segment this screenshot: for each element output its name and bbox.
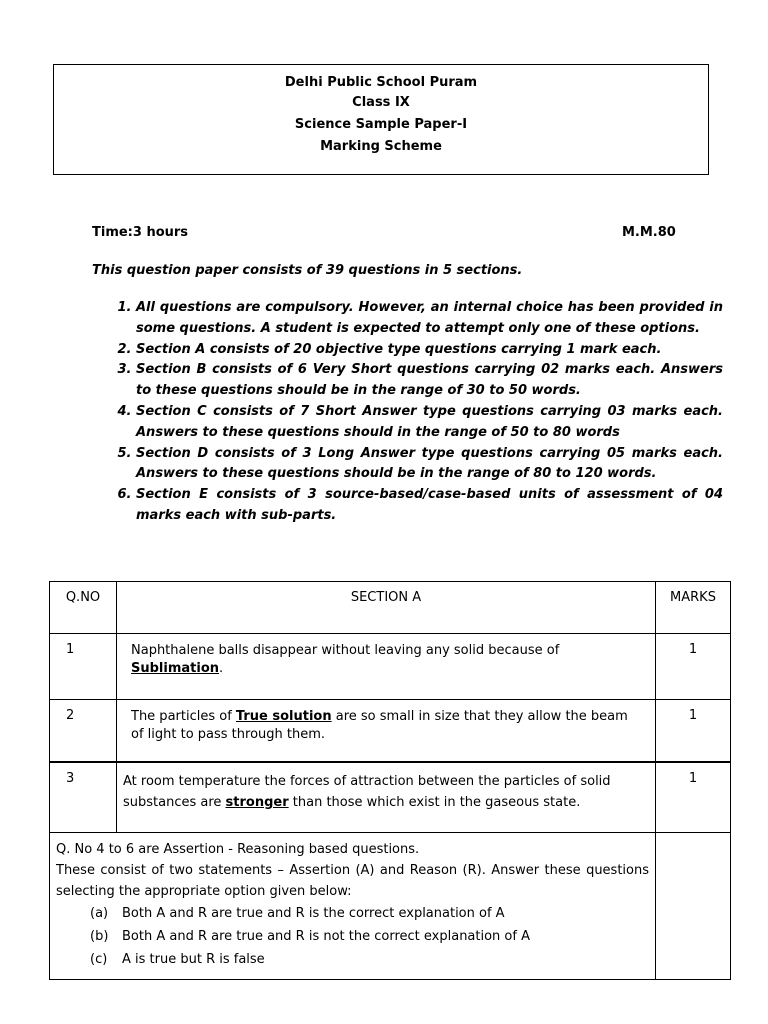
question-text-pre: At room temperature the forces of attraction between the particles of solid substances are: [123, 774, 611, 810]
option-label: (a): [90, 906, 109, 921]
class-name: Class IX: [352, 95, 410, 110]
question-text-pre: Naphthalene balls disappear without leaving any solid because of: [131, 643, 560, 658]
max-marks-label: M.M.80: [622, 225, 676, 240]
question-marks: 1: [656, 762, 731, 833]
question-number: 3: [50, 762, 117, 833]
section-header: SECTION A: [117, 582, 656, 634]
option-text: Both A and R are true and R is the correct explanation of A: [122, 906, 505, 921]
option-label: (c): [90, 952, 108, 967]
question-text-post: are so small in size that they allow the beam of light to pass through them.: [131, 709, 628, 742]
answer-keyword: stronger: [225, 795, 289, 810]
question-text-pre: The particles of: [131, 709, 236, 724]
paper-title: Science Sample Paper-I: [294, 117, 468, 132]
question-number: 2: [50, 700, 117, 763]
instruction-item: 3. Section B consists of 6 Very Short questions carrying 02 marks each. Answers to these questions should be in the range of 30 to 50 words.: [136, 360, 723, 402]
assertion-instructions: [50, 833, 656, 980]
table-row: [50, 762, 731, 833]
question-marks: 1: [656, 634, 731, 700]
question-text: [117, 762, 656, 833]
instruction-item: 1. All questions are compulsory. However, an internal choice has been provided in some questions. A student is expected to attempt only one of these options.: [136, 298, 723, 340]
marks-header: MARKS: [656, 582, 731, 634]
question-text-post: than those which exist in the gaseous state.: [288, 795, 581, 810]
table-row: [50, 700, 731, 763]
option-item: [56, 902, 649, 925]
table-header-row: [50, 582, 731, 634]
time-label: Time:3 hours: [92, 225, 189, 240]
section-a-table: [49, 581, 731, 980]
header-box: [53, 64, 709, 175]
question-text: [117, 700, 656, 763]
assertion-row: [50, 833, 731, 980]
intro-text: This question paper consists of 39 questions in 5 sections.: [92, 263, 523, 278]
question-number: 1: [50, 634, 117, 700]
answer-keyword: True solution: [235, 709, 332, 724]
school-name: Delhi Public School Puram: [284, 75, 478, 90]
assertion-heading: Q. No 4 to 6 are Assertion - Reasoning based questions.: [56, 842, 420, 857]
qno-header: Q.NO: [50, 582, 117, 634]
assertion-description: These consist of two statements – Assertion (A) and Reason (R). Answer these questions selecting the appropriate option given below:: [56, 863, 649, 899]
instruction-item: 4. Section C consists of 7 Short Answer type questions carrying 03 marks each. Answers to these questions should in the range of 50 to 80 words: [136, 402, 723, 444]
question-text: [117, 634, 656, 700]
option-text: Both A and R are true and R is not the correct explanation of A: [122, 929, 530, 944]
option-text: A is true but R is false: [122, 952, 265, 967]
answer-keyword: Sublimation: [131, 661, 220, 676]
table-row: [50, 634, 731, 700]
option-item: [56, 925, 649, 948]
instruction-item: 5. Section D consists of 3 Long Answer type questions carrying 05 marks each. Answers to these questions should be in the range of 80 to 120 words.: [136, 444, 723, 486]
question-text-post: .: [219, 661, 224, 676]
scheme-title: Marking Scheme: [320, 139, 442, 154]
assertion-marks-cell: [656, 833, 731, 980]
option-label: (b): [90, 929, 109, 944]
instruction-item: 2. Section A consists of 20 objective type questions carrying 1 mark each.: [136, 340, 723, 361]
option-item: [56, 948, 649, 971]
instructions-list: [90, 298, 723, 527]
question-marks: 1: [656, 700, 731, 763]
instruction-item: 6. Section E consists of 3 source-based/case-based units of assessment of 04 marks each with sub-parts.: [136, 485, 723, 527]
